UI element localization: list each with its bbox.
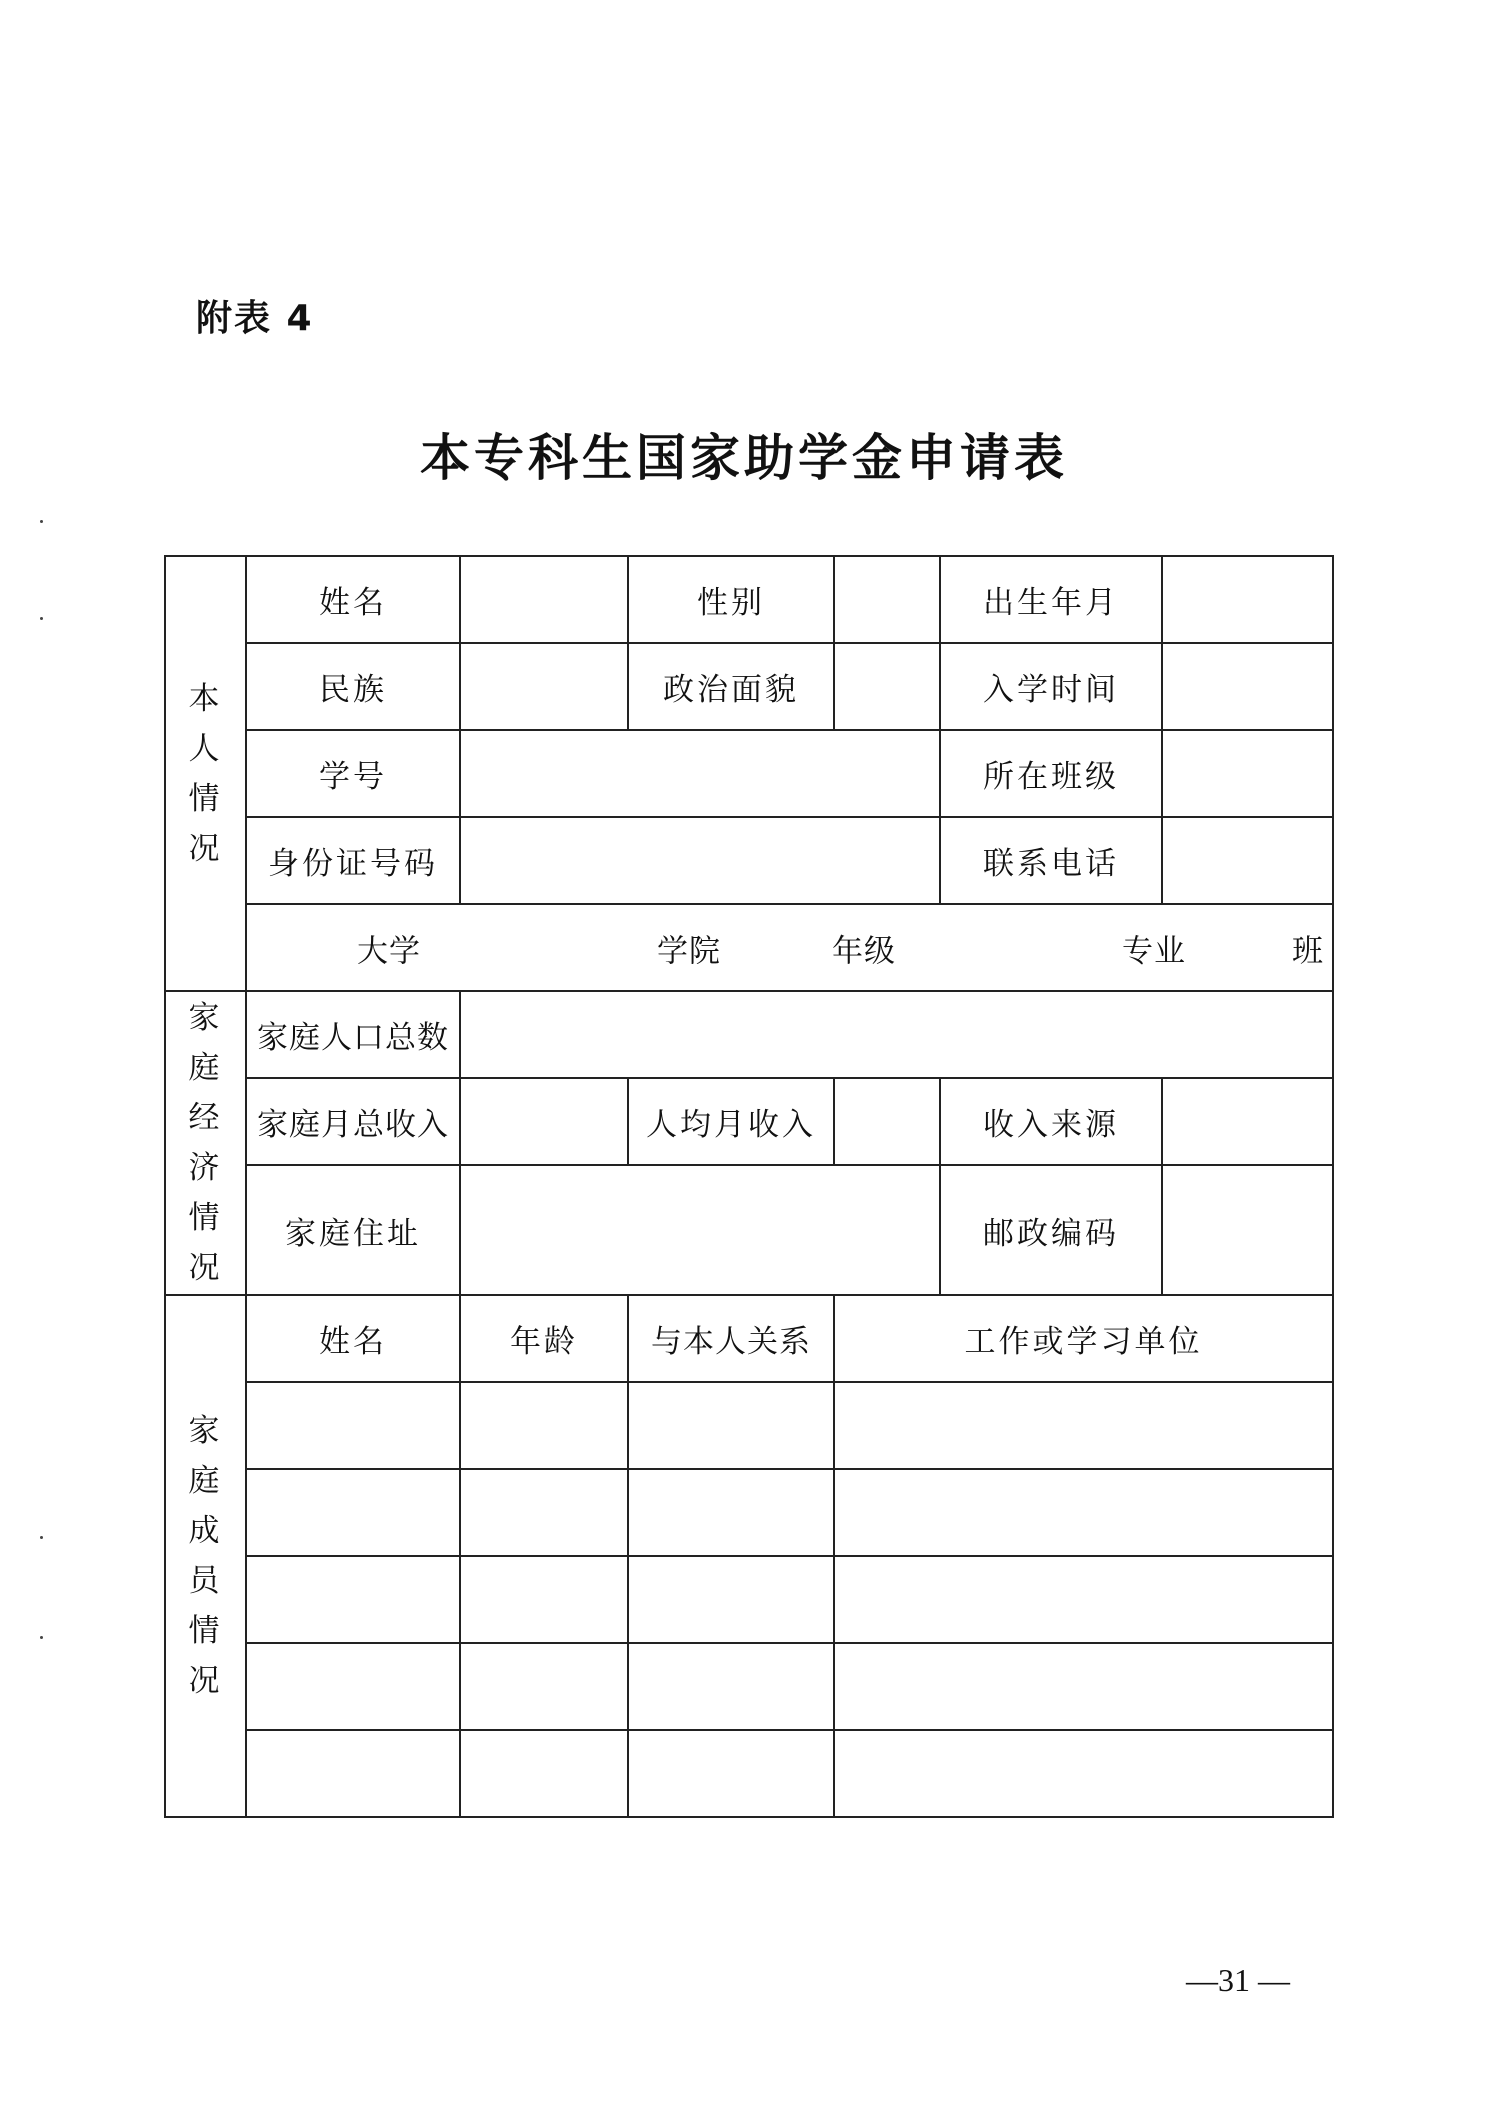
- member-relation-cell[interactable]: [628, 1469, 834, 1556]
- income-source-input-cell[interactable]: [1162, 1078, 1333, 1165]
- section-char: 情: [188, 780, 223, 817]
- section-char: 况: [188, 830, 223, 867]
- row-id-card: [165, 817, 1333, 904]
- postal-input-cell[interactable]: [1162, 1165, 1333, 1295]
- id-card-input-cell[interactable]: [460, 817, 940, 904]
- grade-label: 年级: [832, 933, 896, 969]
- birth-input-cell[interactable]: [1162, 556, 1333, 643]
- class-line-cell[interactable]: [246, 904, 1333, 991]
- section-char: 情: [188, 1613, 223, 1649]
- ethnicity-input-cell[interactable]: [460, 643, 628, 730]
- enrollment-input-cell[interactable]: [1162, 643, 1333, 730]
- member-work-cell[interactable]: [834, 1643, 1333, 1730]
- member-name-cell[interactable]: [246, 1730, 460, 1817]
- birth-label: 出生年月: [940, 556, 1162, 643]
- row-name: [165, 556, 1333, 643]
- member-row: [165, 1730, 1333, 1817]
- political-label: 政治面貌: [628, 643, 834, 730]
- section-personal: [165, 556, 246, 991]
- per-capita-input-cell[interactable]: [834, 1078, 940, 1165]
- member-age-cell[interactable]: [460, 1469, 628, 1556]
- postal-label: 邮政编码: [940, 1165, 1162, 1295]
- members-header-row: [165, 1295, 1333, 1382]
- student-id-label: 学号: [246, 730, 460, 817]
- section-char: 家: [188, 1000, 223, 1036]
- political-input-cell[interactable]: [834, 643, 940, 730]
- row-student-id: [165, 730, 1333, 817]
- university-label: 大学: [357, 933, 421, 969]
- population-input-cell[interactable]: [460, 991, 1333, 1078]
- phone-input-cell[interactable]: [1162, 817, 1333, 904]
- row-income: [165, 1078, 1333, 1165]
- form-title: 本专科生国家助学金申请表: [420, 429, 1068, 487]
- scan-speck: [40, 520, 43, 523]
- member-relation-cell[interactable]: [628, 1382, 834, 1469]
- section-char: 况: [188, 1250, 223, 1286]
- member-name-cell[interactable]: [246, 1469, 460, 1556]
- appendix-label: 附表 4: [196, 298, 314, 339]
- member-age-cell[interactable]: [460, 1730, 628, 1817]
- page-number: —31 —: [1186, 1962, 1290, 1998]
- member-row: [165, 1469, 1333, 1556]
- name-label: 姓名: [246, 556, 460, 643]
- application-form-table: [164, 555, 1334, 1818]
- section-char: 本: [188, 680, 223, 717]
- college-label: 学院: [657, 933, 721, 969]
- row-address: [165, 1165, 1333, 1295]
- class-suffix-label: 班: [1292, 933, 1324, 969]
- member-work-cell[interactable]: [834, 1556, 1333, 1643]
- phone-label: 联系电话: [940, 817, 1162, 904]
- section-char: 家: [188, 1413, 223, 1449]
- member-age-header: 年龄: [460, 1295, 628, 1382]
- monthly-income-label: 家庭月总收入: [246, 1078, 460, 1165]
- student-id-input-cell[interactable]: [460, 730, 940, 817]
- section-economy: [165, 991, 246, 1295]
- section-char: 情: [188, 1200, 223, 1236]
- section-char: 庭: [188, 1463, 223, 1499]
- major-label: 专业: [1122, 933, 1186, 969]
- class-label: 所在班级: [940, 730, 1162, 817]
- gender-label: 性别: [628, 556, 834, 643]
- member-work-cell[interactable]: [834, 1382, 1333, 1469]
- member-age-cell[interactable]: [460, 1643, 628, 1730]
- section-char: 经: [188, 1100, 223, 1136]
- section-char: 庭: [188, 1050, 223, 1086]
- row-class-line: [165, 904, 1333, 991]
- name-input-cell[interactable]: [460, 556, 628, 643]
- member-name-cell[interactable]: [246, 1643, 460, 1730]
- row-ethnicity: [165, 643, 1333, 730]
- scan-speck: [40, 1536, 43, 1539]
- section-char: 人: [188, 730, 223, 767]
- scan-speck: [40, 1636, 43, 1639]
- row-population: [165, 991, 1333, 1078]
- member-age-cell[interactable]: [460, 1382, 628, 1469]
- member-row: [165, 1382, 1333, 1469]
- address-input-cell[interactable]: [460, 1165, 940, 1295]
- member-relation-cell[interactable]: [628, 1643, 834, 1730]
- member-row: [165, 1643, 1333, 1730]
- member-relation-cell[interactable]: [628, 1730, 834, 1817]
- section-members: [165, 1295, 246, 1817]
- scan-speck: [40, 617, 43, 620]
- member-name-cell[interactable]: [246, 1556, 460, 1643]
- member-work-header: 工作或学习单位: [834, 1295, 1333, 1382]
- per-capita-label: 人均月收入: [628, 1078, 834, 1165]
- id-card-label: 身份证号码: [246, 817, 460, 904]
- member-relation-cell[interactable]: [628, 1556, 834, 1643]
- class-input-cell[interactable]: [1162, 730, 1333, 817]
- gender-input-cell[interactable]: [834, 556, 940, 643]
- address-label: 家庭住址: [246, 1165, 460, 1295]
- section-char: 成: [188, 1513, 223, 1549]
- section-char: 况: [188, 1663, 223, 1699]
- section-char: 济: [188, 1150, 223, 1186]
- monthly-income-input-cell[interactable]: [460, 1078, 628, 1165]
- member-age-cell[interactable]: [460, 1556, 628, 1643]
- section-char: 员: [188, 1563, 223, 1599]
- income-source-label: 收入来源: [940, 1078, 1162, 1165]
- member-name-cell[interactable]: [246, 1382, 460, 1469]
- member-relation-header: 与本人关系: [628, 1295, 834, 1382]
- member-name-header: 姓名: [246, 1295, 460, 1382]
- population-label: 家庭人口总数: [246, 991, 460, 1078]
- member-row: [165, 1556, 1333, 1643]
- enrollment-label: 入学时间: [940, 643, 1162, 730]
- ethnicity-label: 民族: [246, 643, 460, 730]
- member-work-cell[interactable]: [834, 1730, 1333, 1817]
- member-work-cell[interactable]: [834, 1469, 1333, 1556]
